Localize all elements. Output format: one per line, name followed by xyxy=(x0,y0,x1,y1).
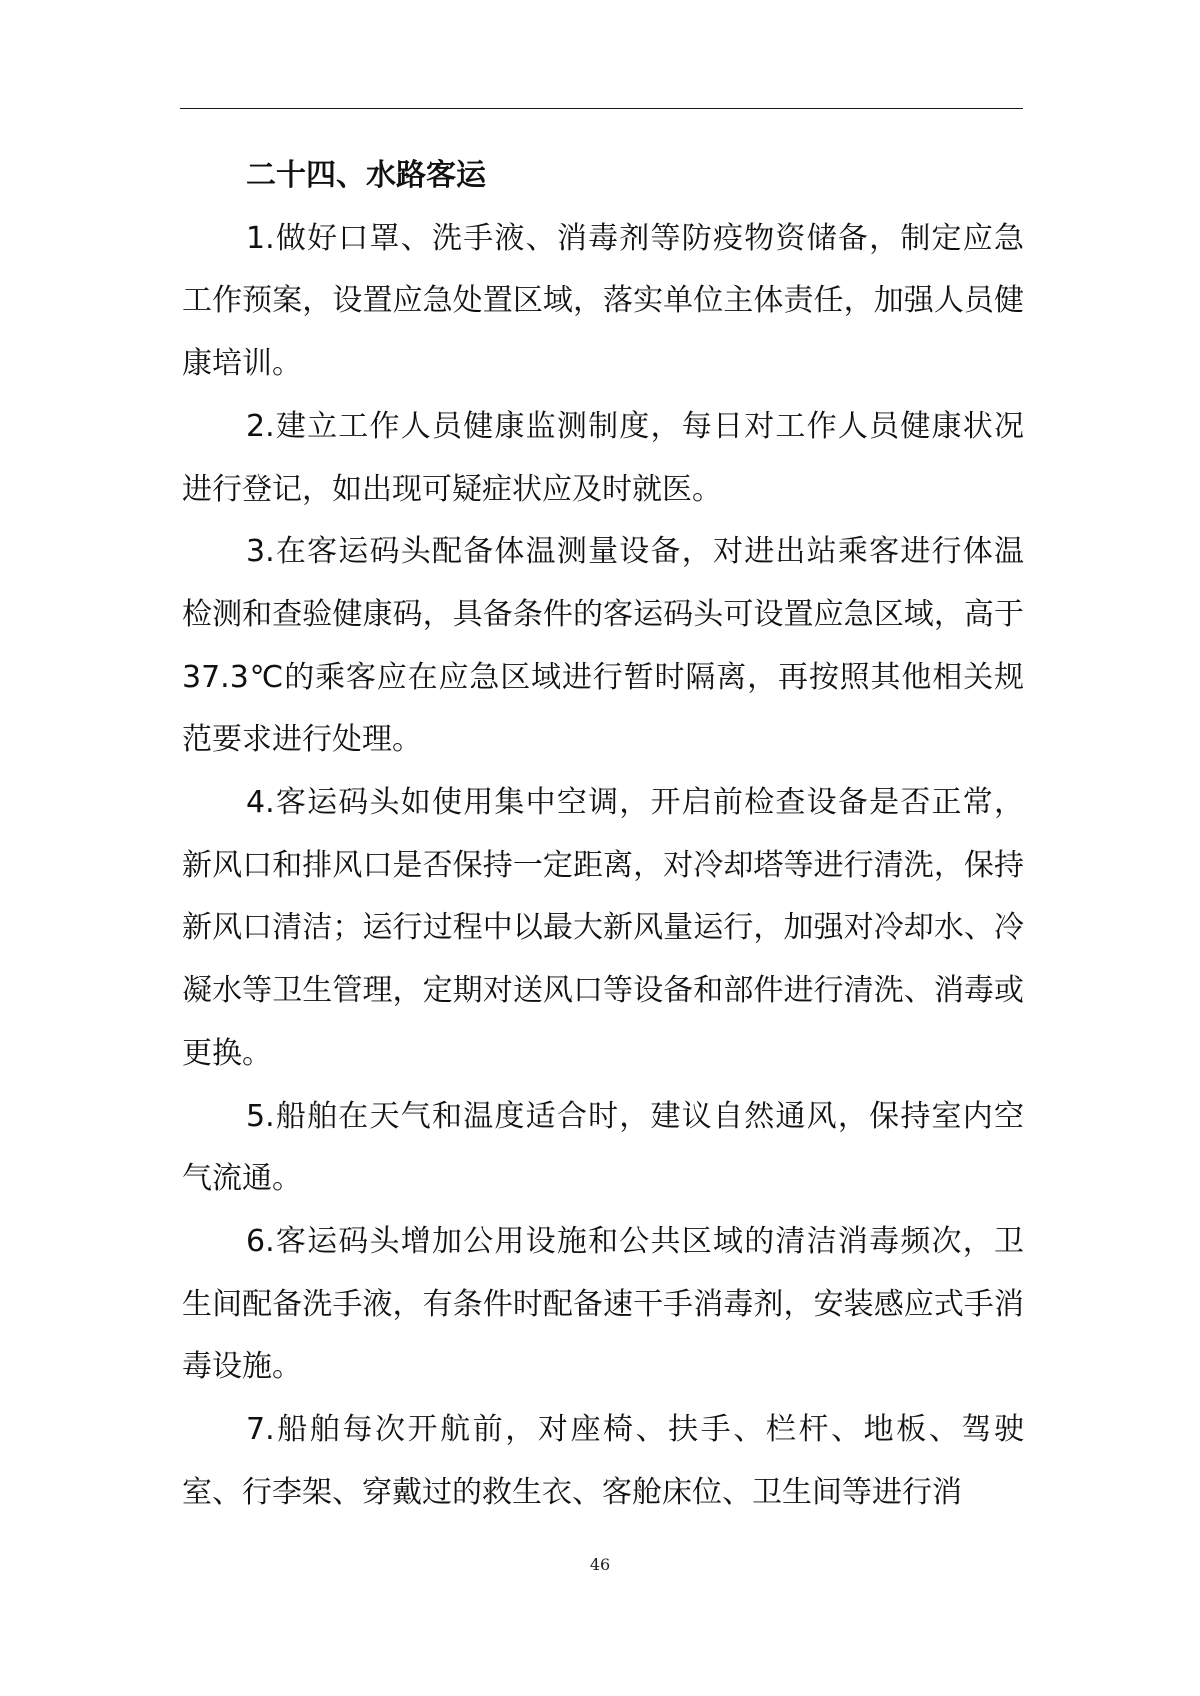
header-rule xyxy=(180,108,1023,109)
paragraph-7: 7.船舶每次开航前，对座椅、扶手、栏杆、地板、驾驶室、行李架、穿戴过的救生衣、客舱床位、卫生间等进行消 xyxy=(182,1412,1024,1510)
paragraph-5: 5.船舶在天气和温度适合时，建议自然通风，保持室内空气流通。 xyxy=(182,1098,1024,1197)
paragraph-4: 4.客运码头如使用集中空调，开启前检查设备是否正常，新风口和排风口是否保持一定距离，对冷却塔等进行清洗，保持新风口清洁；运行过程中以最大新风量运行，加强对冷却水、冷凝水等卫生管理，定期对送风口等设备和部件进行清洗、消毒或更换。 xyxy=(182,785,1024,1071)
paragraph-1: 1.做好口罩、洗手液、消毒剂等防疫物资储备，制定应急工作预案，设置应急处置区域，落实单位主体责任，加强人员健康培训。 xyxy=(182,220,1024,382)
paragraph-3: 3.在客运码头配备体温测量设备，对进出站乘客进行体温检测和查验健康码，具备条件的客运码头可设置应急区域，高于 37.3℃的乘客应在应急区域进行暂时隔离，再按照其他相关规范要求进行处理。 xyxy=(182,534,1024,758)
section-title: 二十四、水路客运 xyxy=(246,158,486,193)
document-body xyxy=(182,145,1024,1524)
page-number: 46 xyxy=(589,1555,611,1574)
paragraph-6: 6.客运码头增加公用设施和公共区域的清洁消毒频次，卫生间配备洗手液，有条件时配备速干手消毒剂，安装感应式手消毒设施。 xyxy=(182,1223,1024,1385)
paragraph-2: 2.建立工作人员健康监测制度，每日对工作人员健康状况进行登记，如出现可疑症状应及时就医。 xyxy=(182,408,1024,507)
